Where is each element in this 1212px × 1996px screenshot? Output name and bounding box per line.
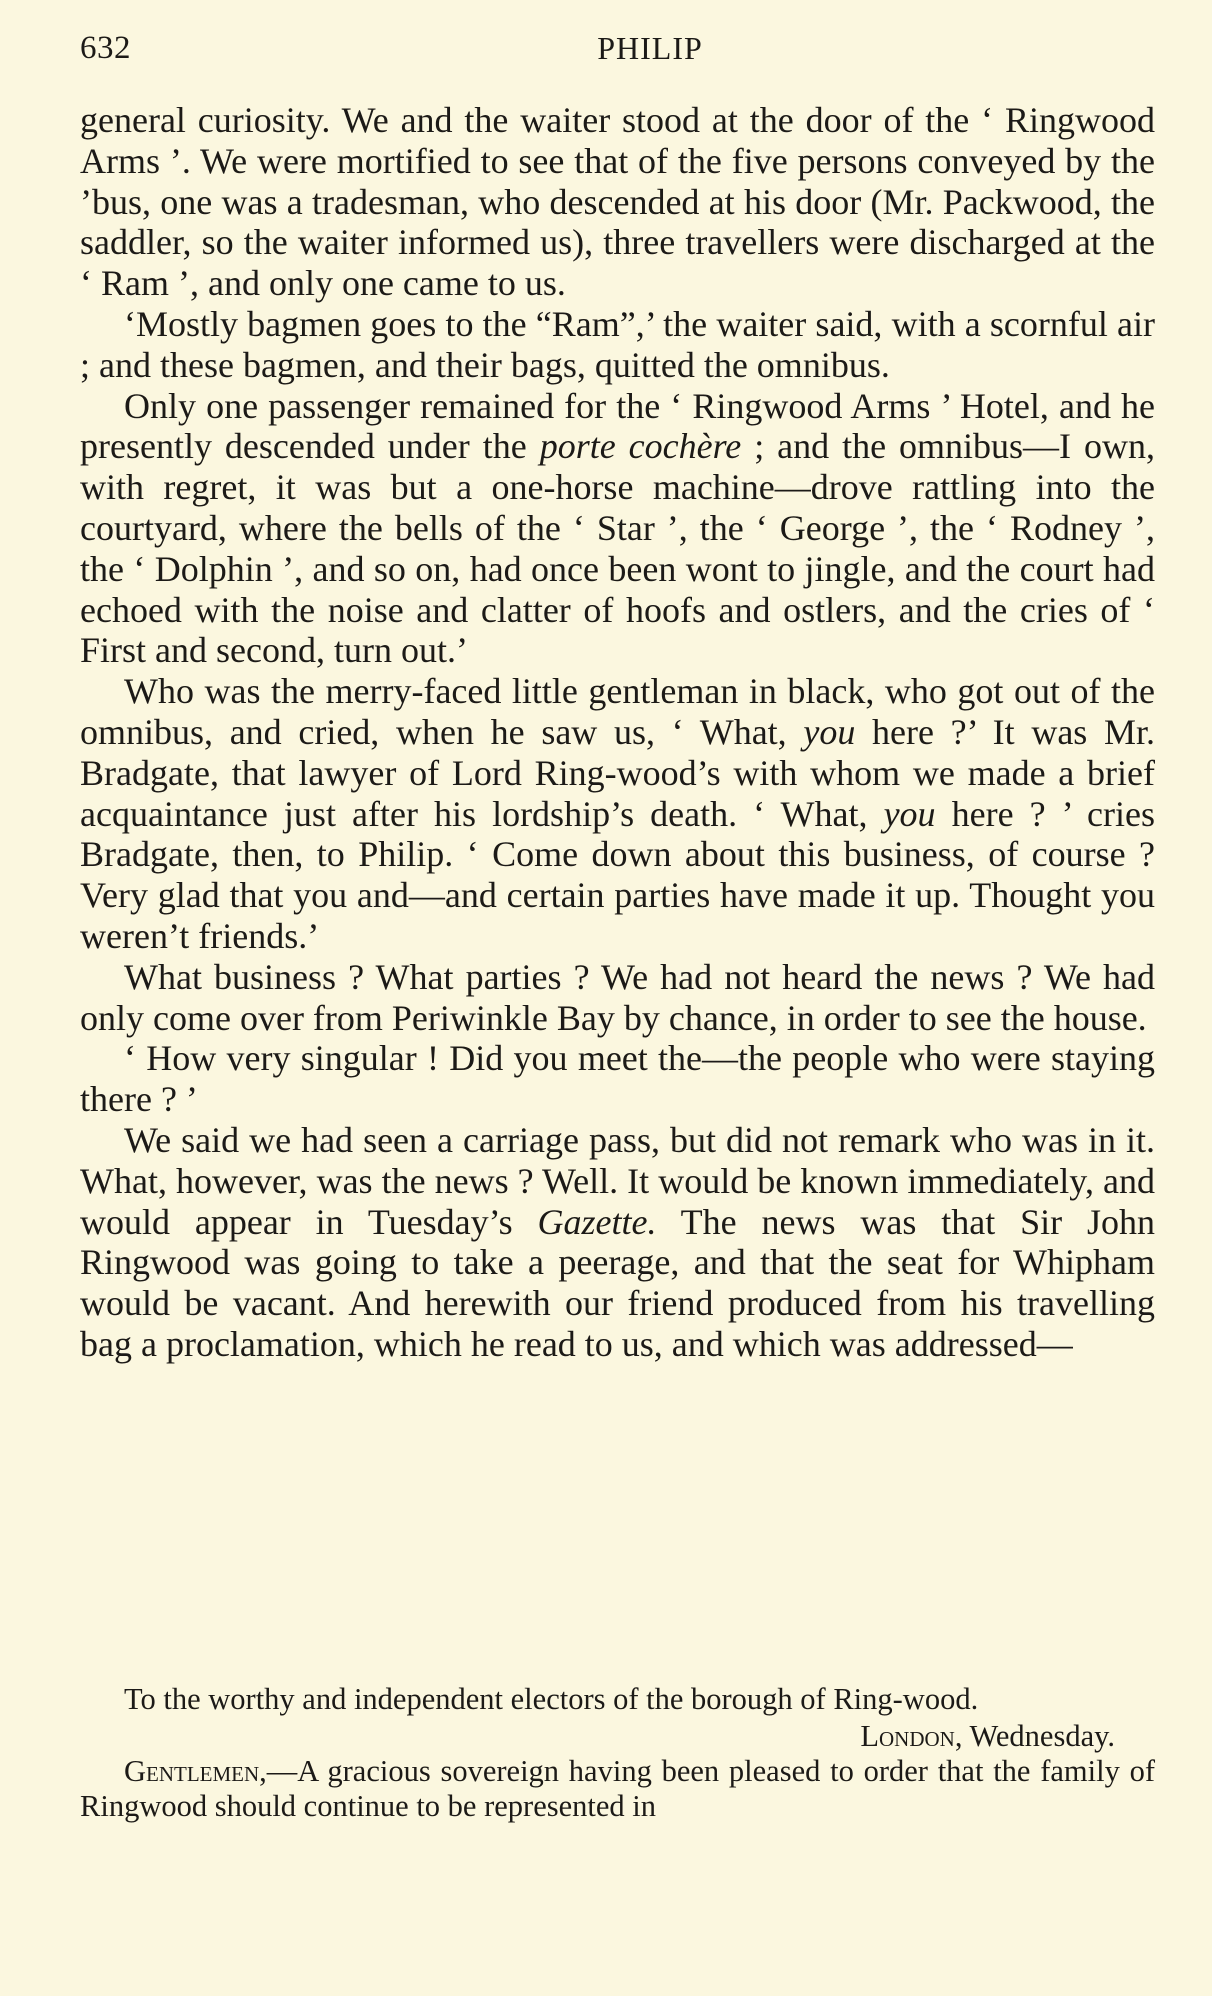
italic-text-run: porte cochère (539, 426, 742, 467)
running-title: PHILIP (597, 30, 703, 66)
page-number: 632 (80, 30, 131, 66)
text-run: ; and the omnibus—I own, with regret, it was but a one-horse machine—drove rattling into the courtyard, where the bells of the ‘ Star ’, the ‘ George ’, the ‘ Rodney ’, the ‘ Dolphin ’, and so on, had once been wont to jingle, and the court had echoed with the noise and clatter of hoofs and ostlers, and the cries of ‘ First and second, turn out.’ (80, 426, 1155, 671)
italic-text-run: you (883, 793, 936, 834)
proclamation-opening (80, 1754, 1155, 1824)
paragraph (80, 1038, 1155, 1120)
text-run: ‘Mostly bagmen goes to the “Ram”,’ the waiter said, with a scornful air ; and these bagmen, and their bags, quitted the omnibus. (80, 303, 1155, 385)
proclamation-salutation: Gentlemen, (124, 1754, 267, 1788)
dateline-day: Wednesday. (962, 1719, 1115, 1753)
text-run: general curiosity. We and the waiter stood at the door of the ‘ Ringwood Arms ’. We were mortified to see that of the five persons conveyed by the ’bus, one was a tradesman, who descended at his door (Mr. Packwood, the saddler, so the waiter informed us), three travellers were discharged at the ‘ Ram ’, and only one came to us. (80, 100, 1155, 304)
page-header (80, 22, 1155, 74)
proclamation-address: To the worthy and independent electors of the borough of Ring-wood. (124, 1682, 979, 1716)
text-run: ‘ How very singular ! Did you meet the—the people who were staying there ? ’ (80, 1038, 1155, 1120)
body-text (80, 100, 1155, 1365)
proclamation-block (80, 1682, 1155, 1824)
proclamation-dateline (80, 1719, 1155, 1754)
paragraph (80, 100, 1155, 304)
dateline-place: London, (860, 1719, 963, 1753)
proclamation-opening-text: —A gracious sovereign having been pleased to order that the family of Ringwood should continue to be represented in (80, 1754, 1155, 1823)
text-run: here ? ’ cries Bradgate, then, to Philip. ‘ Come down about this business, of course ? Very glad that you and—and certain parties have made it up. Thought you weren’t friends.’ (80, 793, 1155, 956)
text-run: What business ? What parties ? We had not heard the news ? We had only come over from Periwinkle Bay by chance, in order to see the house. (80, 956, 1155, 1038)
italic-text-run: you (803, 711, 856, 752)
text-run: The news was that Sir John Ringwood was going to take a peerage, and that the seat for Whipham would be vacant. And herewith our friend produced from his travelling bag a proclamation, which he read to us, and which was addressed— (80, 1201, 1155, 1364)
paragraph (80, 957, 1155, 1039)
paragraph (80, 1120, 1155, 1365)
text-run: We said we had seen a carriage pass, but did not remark who was in it. What, however, was the news ? Well. It would be known immediately, and would appear in Tuesday’s (80, 1119, 1155, 1242)
text-run: Who was the merry-faced little gentleman in black, who got out of the omnibus, and cried, when he saw us, ‘ What, (80, 671, 1155, 752)
text-run: here ?’ It was Mr. Bradgate, that lawyer of Lord Ring-wood’s with whom we made a brief acquaintance just after his lordship’s death. ‘ What, (80, 711, 1155, 834)
text-run: Only one passenger remained for the ‘ Ringwood Arms ’ Hotel, and he presently descended under the (80, 385, 1155, 467)
paragraph (80, 671, 1155, 957)
italic-text-run: Gazette. (537, 1201, 657, 1242)
paragraph (80, 386, 1155, 672)
paragraph (80, 304, 1155, 386)
